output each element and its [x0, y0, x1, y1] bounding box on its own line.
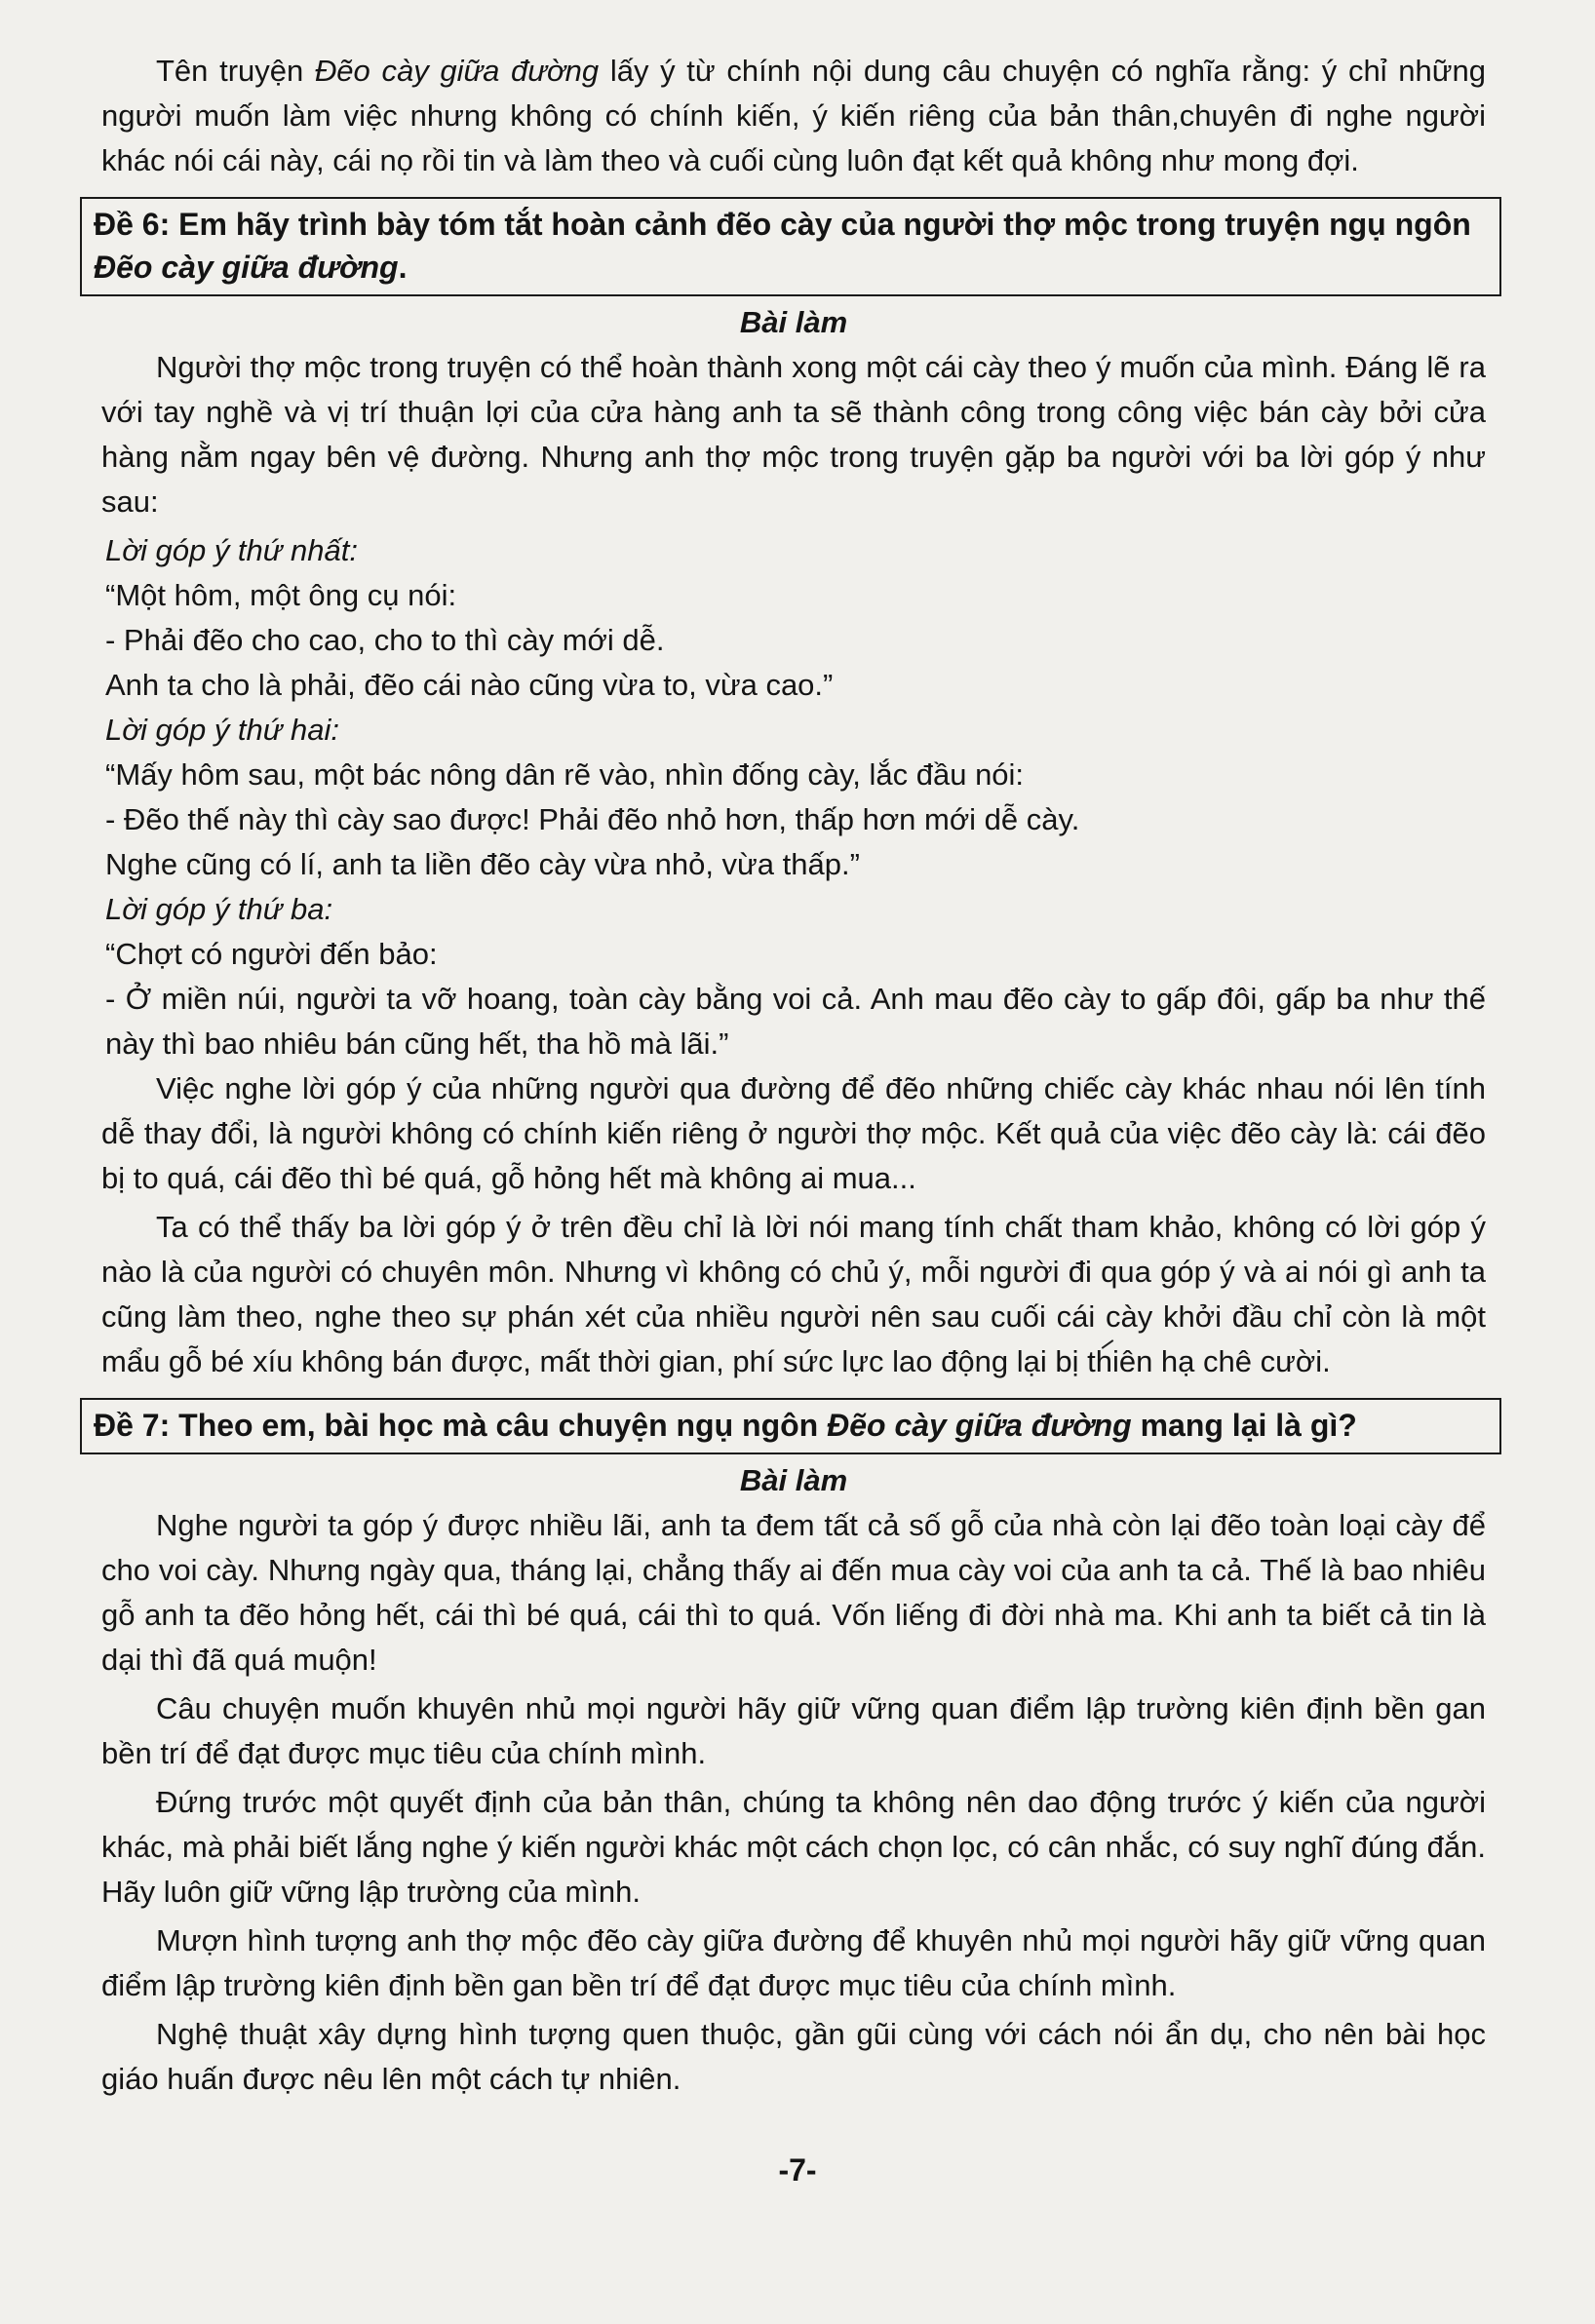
question-story-title: Đẽo cày giữa đường	[94, 250, 399, 285]
intro-text-end: lấy ý từ chính nội dung câu chuyện có nghĩa rằng: ý chỉ những người muốn làm việc nhưng không có chính kiến, ý kiến riêng của bản thân,chuyên đi nghe người khác nói cái này, cái nọ rồi tin và làm theo và cuối cùng luôn đạt kết quả không như mong đợi.	[101, 54, 1486, 177]
answer-paragraph: Đứng trước một quyết định của bản thân, chúng ta không nên dao động trước ý kiến của người khác, mà phải biết lắng nghe ý kiến người khác một cách chọn lọc, có cân nhắc, có suy nghĩ đúng đắn. Hãy luôn giữ vững lập trường của mình.	[101, 1785, 1486, 1909]
question-label: Đề 6:	[94, 207, 171, 242]
page-content	[94, 49, 1486, 2106]
question-box-de7	[80, 1398, 1501, 1454]
suggestion-label-1	[101, 528, 1486, 573]
quote-line: - Phải đẽo cho cao, cho to thì cày mới dễ.	[105, 623, 665, 657]
intro-story-title: Đẽo cày giữa đường	[314, 54, 600, 88]
quote-line: - Đẽo thế này thì cày sao được! Phải đẽo nhỏ hơn, thấp hơn mới dễ cày.	[105, 802, 1080, 836]
answer-paragraph: Người thợ mộc trong truyện có thể hoàn thành xong một cái cày theo ý muốn của mình. Đáng lẽ ra với tay nghề và vị trí thuận lợi của cửa hàng anh ta sẽ thành công trong công việc bán cày bởi cửa hàng nằm ngay bên vệ đường. Nhưng anh thợ mộc trong truyện gặp ba người với ba lời góp ý như sau:	[101, 350, 1486, 519]
intro-paragraph	[101, 49, 1486, 183]
answer-heading: Bài làm	[739, 1463, 848, 1497]
question-story-title: Đẽo cày giữa đường	[827, 1408, 1132, 1443]
intro-text-start: Tên truyện	[156, 54, 315, 88]
answer-paragraph: Câu chuyện muốn khuyên nhủ mọi người hãy giữ vững quan điểm lập trường kiên định bền gan bền trí để đạt được mục tiêu của chính mình.	[101, 1691, 1486, 1770]
question-label: Đề 7:	[94, 1408, 171, 1443]
answer-paragraph: Ta có thể thấy ba lời góp ý ở trên đều chỉ là lời nói mang tính chất tham khảo, không có lời góp ý nào là của người có chuyên môn. Nhưng vì không có chủ ý, mỗi người đi qua góp ý và ai nói gì anh ta cũng làm theo, nghe theo sự phán xét của nhiều người nên sau cuối cái cày khởi đầu chỉ còn là một mẩu gỗ bé xíu không bán được, mất thời gian, phí sức lực lao động lại bị thiên hạ chê cười.	[101, 1210, 1486, 1378]
answer-paragraph: Mượn hình tượng anh thợ mộc đẽo cày giữa đường để khuyên nhủ mọi người hãy giữ vững quan điểm lập trường kiên định bền gan bền trí để đạt được mục tiêu của chính mình.	[101, 1923, 1486, 2002]
suggestion-label-3: Lời góp ý thứ ba:	[105, 892, 333, 926]
question-text: Em hãy trình bày tóm tắt hoàn cảnh đẽo cày của người thợ mộc trong truyện ngụ ngôn	[170, 207, 1471, 242]
quote-line: - Ở miền núi, người ta vỡ hoang, toàn cày bằng voi cả. Anh mau đẽo cày to gấp đôi, gấp ba như thế này thì bao nhiêu bán cũng hết, tha hồ mà lãi.”	[105, 982, 1486, 1061]
answer-paragraph: Nghệ thuật xây dựng hình tượng quen thuộc, gần gũi cùng với cách nói ẩn dụ, cho nên bài học giáo huấn được nêu lên một cách tự nhiên.	[101, 2017, 1486, 2096]
quote-line: Anh ta cho là phải, đẽo cái nào cũng vừa to, vừa cao.”	[105, 668, 834, 702]
answer-heading: Bài làm	[739, 305, 848, 339]
question-text-end: mang lại là gì?	[1131, 1408, 1357, 1443]
quote-line: “Chợt có người đến bảo:	[105, 937, 438, 971]
quote-line: Nghe cũng có lí, anh ta liền đẽo cày vừa nhỏ, vừa thấp.”	[105, 847, 860, 881]
question-box-de6	[80, 197, 1501, 296]
quote-line: “Một hôm, một ông cụ nói:	[105, 578, 457, 612]
question-text: Theo em, bài học mà câu chuyện ngụ ngôn	[170, 1408, 828, 1443]
suggestion-label-text: Lời góp ý thứ nhất:	[105, 533, 358, 567]
page-number: -7-	[778, 2152, 817, 2188]
quote-line: “Mấy hôm sau, một bác nông dân rẽ vào, nhìn đống cày, lắc đầu nói:	[105, 757, 1025, 792]
question-text-end: .	[398, 250, 408, 285]
suggestion-label-2: Lời góp ý thứ hai:	[105, 713, 340, 747]
answer-paragraph: Nghe người ta góp ý được nhiều lãi, anh ta đem tất cả số gỗ của nhà còn lại đẽo toàn loại cày để cho voi cày. Nhưng ngày qua, tháng lại, chẳng thấy ai đến mua cày voi của anh ta cả. Thế là bao nhiêu gỗ anh ta đẽo hỏng hết, cái thì bé quá, cái thì to quá. Vốn liếng đi đời nhà ma. Khi anh ta biết cả tin là dại thì đã quá muộn!	[101, 1508, 1486, 1677]
answer-paragraph: Việc nghe lời góp ý của những người qua đường để đẽo những chiếc cày khác nhau nói lên tính dễ thay đổi, là người không có chính kiến riêng ở người thợ mộc. Kết quả của việc đẽo cày là: cái đẽo bị to quá, cái đẽo thì bé quá, gỗ hỏng hết mà không ai mua...	[101, 1071, 1486, 1195]
